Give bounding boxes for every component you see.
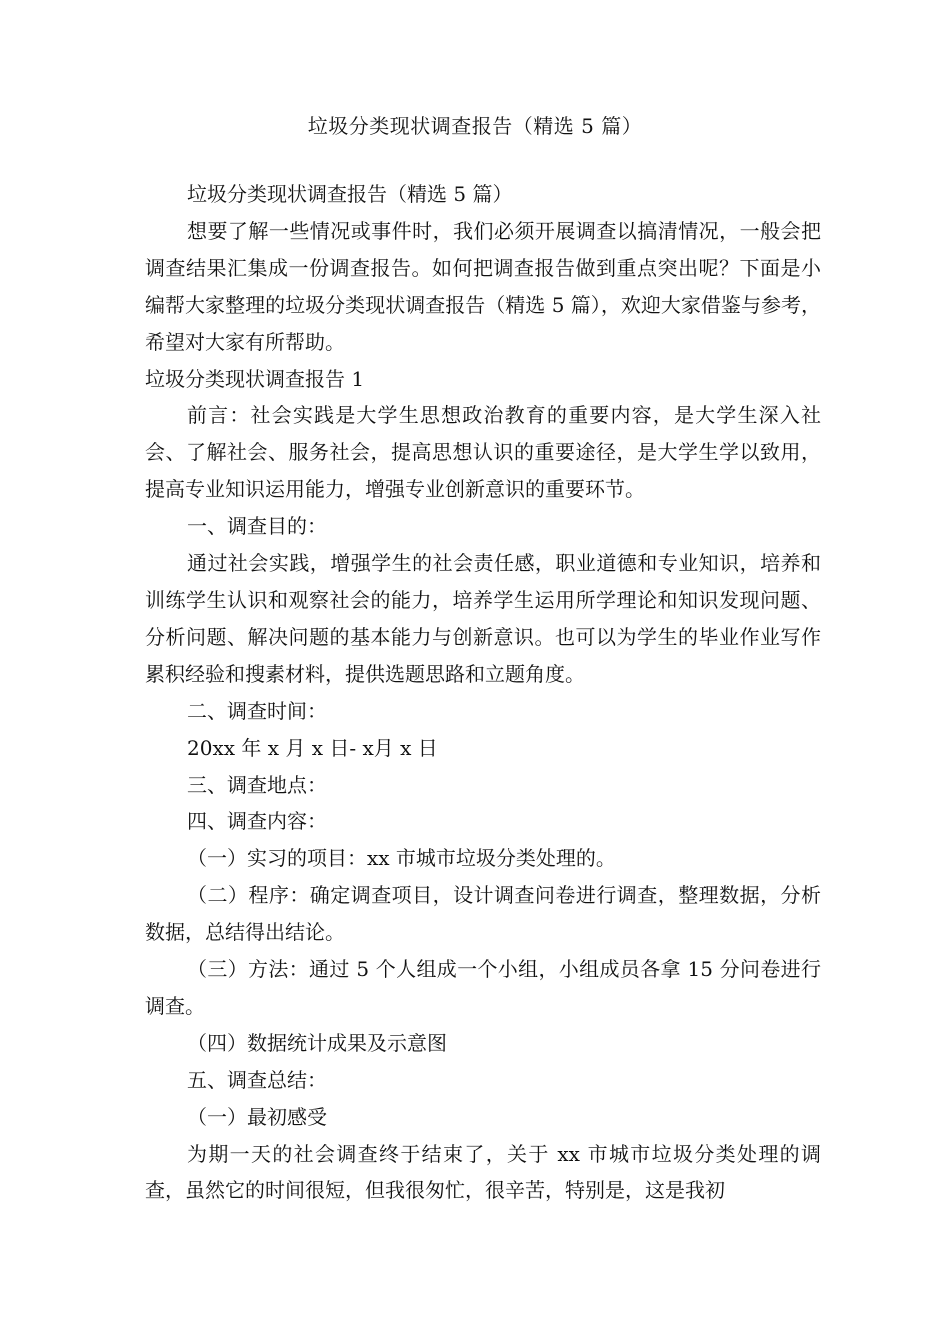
preface-paragraph: 前言：社会实践是大学生思想政治教育的重要内容，是大学生深入社会、了解社会、服务社会，提高思想认识的重要途径，是大学生学以致用，提高专业知识运用能力，增强专业创新意识的重要环节。 (145, 403, 821, 502)
document-body (145, 176, 821, 1209)
section-heading-report-1: 垃圾分类现状调查报告 1 (145, 366, 365, 391)
intro-paragraph: 想要了解一些情况或事件时，我们必须开展调查以搞清情况，一般会把调查结果汇集成一份调查报告。如何把调查报告做到重点突出呢？下面是小编帮大家整理的垃圾分类现状调查报告（精选 5 篇），欢迎大家借鉴与参考，希望对大家有所帮助。 (145, 218, 821, 354)
content-item-3: （三）方法：通过 5 个人组成一个小组，小组成员各拿 15 分问卷进行调查。 (145, 957, 821, 1018)
heading-content: 四、调查内容： (187, 809, 327, 834)
content-item-2: （二）程序：确定调查项目，设计调查问卷进行调查，整理数据，分析数据，总结得出结论。 (145, 883, 821, 945)
purpose-paragraph: 通过社会实践，增强学生的社会责任感，职业道德和专业知识，培养和训练学生认识和观察社会的能力，培养学生运用所学理论和知识发现问题、分析问题、解决问题的基本能力与创新意识。也可以为学生的毕业作业写作累积经验和搜素材料，提供选题思路和立题角度。 (145, 551, 821, 686)
content-item-1: （一）实习的项目：xx 市城市垃圾分类处理的。 (187, 846, 616, 871)
document-title: 垃圾分类现状调查报告（精选 5 篇） (307, 114, 643, 138)
heading-summary: 五、调查总结： (187, 1067, 327, 1092)
heading-time: 二、调查时间： (187, 698, 327, 723)
time-value: 20xx 年 x 月 x 日- x月 x 日 (187, 735, 438, 760)
summary-item-1: （一）最初感受 (187, 1104, 327, 1129)
summary-paragraph: 为期一天的社会调查终于结束了，关于 xx 市城市垃圾分类处理的调查，虽然它的时间很短，但我很匆忙，很辛苦，特别是，这是我初 (145, 1141, 821, 1203)
heading-purpose: 一、调查目的： (187, 514, 327, 539)
subtitle-paragraph: 垃圾分类现状调查报告（精选 5 篇） (187, 182, 513, 206)
content-item-4: （四）数据统计成果及示意图 (187, 1030, 447, 1055)
heading-location: 三、调查地点： (187, 772, 327, 797)
